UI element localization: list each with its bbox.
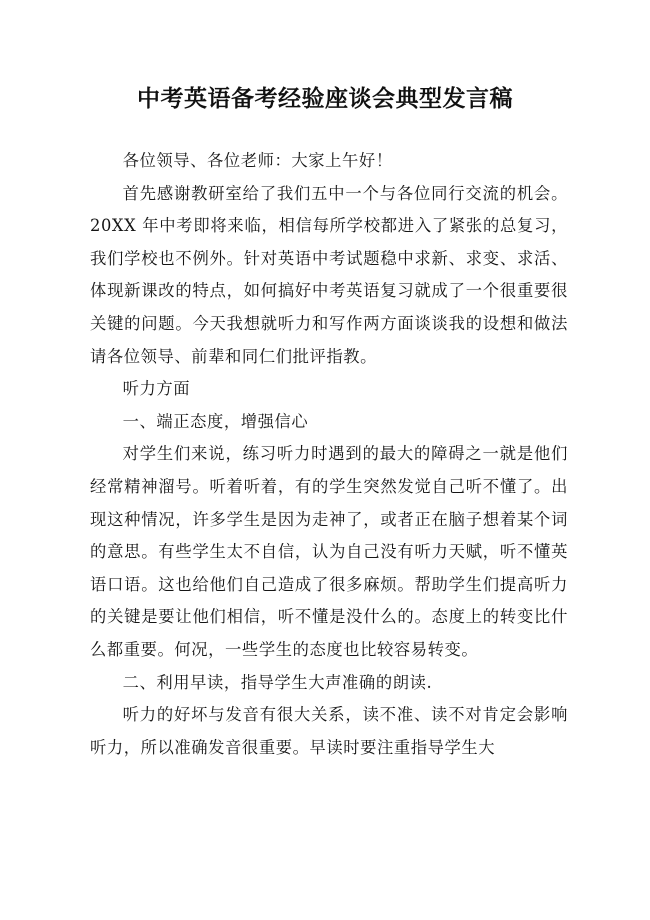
point-2-heading: 二、利用早读，指导学生大声准确的朗读. (122, 672, 433, 692)
greeting: 各位领导、各位老师：大家上午好！ (122, 151, 393, 170)
document-body (90, 145, 568, 764)
point-1-heading: 一、端正态度，增强信心 (122, 411, 309, 431)
section-heading-listening: 听力方面 (122, 379, 191, 399)
point-1-paragraph: 对学生们来说，练习听力时遇到的最大的障碍之一就是他们经常精神溜号。听着听着，有的学生突然发觉自己听不懂了。出现这种情况，许多学生是因为走神了，或者正在脑子想着某个词的意思。有些学生太不自信，认为自己没有听力天赋，听不懂英语口语。这也给他们自己造成了很多麻烦。帮助学生们提高听力的关键是要让他们相信，听不懂是没什么的。态度上的转变比什么都重要。何况，一些学生的态度也比较容易转变。 (90, 444, 568, 659)
intro-paragraph: 首先感谢教研室给了我们五中一个与各位同行交流的机会。20XX 年中考即将来临，相信每所学校都进入了紧张的总复习，我们学校也不例外。针对英语中考试题稳中求新、求变、求活、体现新课改的特点，如何搞好中考英语复习就成了一个很重要很关键的问题。今天我想就听力和写作两方面谈谈我的设想和做法请各位领导、前辈和同仁们批评指教。 (90, 183, 568, 366)
point-2-paragraph: 听力的好坏与发音有很大关系，读不准、读不对肯定会影响听力，所以准确发音很重要。早读时要注重指导学生大 (90, 705, 568, 757)
document-title: 中考英语备考经验座谈会典型发言稿 (137, 86, 513, 112)
